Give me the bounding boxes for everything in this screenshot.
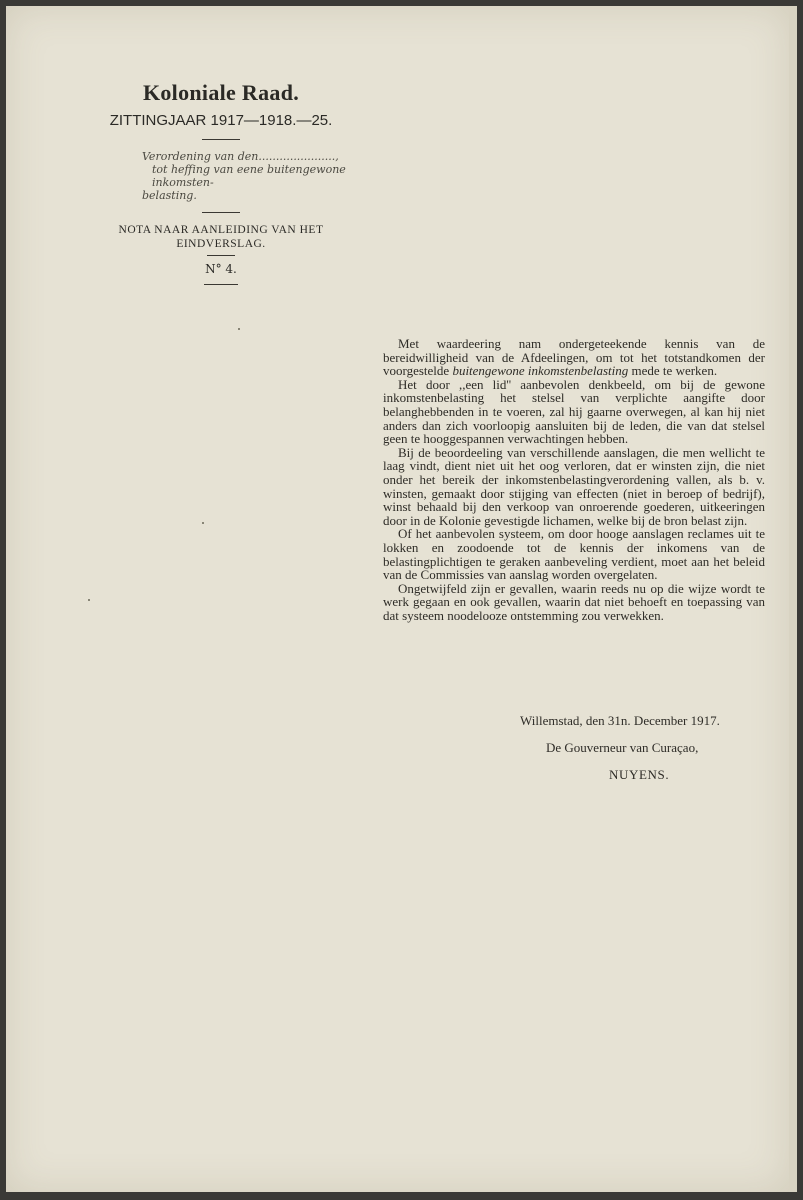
signatory-name: NUYENS. [609,767,670,782]
paper-speck [238,328,240,330]
council-title: Koloniale Raad. [142,80,300,105]
paper-speck [202,522,204,524]
paragraph: Of het aanbevolen systeem, om door hooge aanslagen reclames uit te lokken en zoodoende tot de kennis der inkomens van de belastingplichtigen te geraken aanbeveling verdient, moet aan het beleid van de Commissies van aanslag worden overgelaten. [383,526,765,583]
nota-line: NOTA NAAR AANLEIDING VAN HET [118,224,324,236]
document-header [76,80,366,295]
session-year: ZITTINGJAAR 1917—1918.—25. [109,112,333,129]
paragraph: Het door ,,een lid'' aanbevolen denkbeeld, om bij de gewone inkomstenbelasting het stelsel van verplichte aangifte door belanghebbenden in te voeren, zal hij gaarne overwegen, al kan hij niet anders dan zich voorloopig aansluiten bij de leden, die van dat stelsel geen te hooggespannen verwachtingen hebben. [383,376,765,447]
subject-line: belasting. [142,189,197,202]
paragraph: Ongetwijfeld zijn er gevallen, waarin reeds nu op die wijze wordt te werk gegaan en ook gevallen, waarin dat niet behoeft en toepassing van dat systeem noodelooze ontstemming zou verwekken. [383,580,765,623]
paragraph-text: Met waardeering nam ondergeteekende kennis van de bereidwilligheid van de Afdeelingen, om tot het totstandkomen der voorgestelde [383,336,765,379]
paper-speck [88,599,90,601]
ordinance-subject [142,150,366,202]
nota-heading [76,223,366,251]
paragraph: Bij de beoordeeling van verschillende aanslagen, die men wellicht te laag vindt, dient niet uit het oog verloren, dat er winsten zijn, die niet onder het bereik der inkomstenbelastingverordening vallen, als b. v. winsten, gemaakt door stijging van effecten (niet in beroep of bedrijf), winst behaald bij den verkoop van onroerende goederen, uitkeeringen door in de Kolonie gevestigde lichamen, welke bij de bron belast zijn. [383,444,765,528]
document-number: N° 4. [205,262,237,276]
divider [207,255,235,256]
signatory-role: De Gouverneur van Curaçao, [546,740,699,755]
paragraph-text: mede te werken. [628,363,718,379]
divider [202,212,240,213]
divider [204,284,238,285]
subject-line: tot heffing van eene buitengewone inkomsten- [152,163,346,189]
nota-body [383,337,765,622]
nota-line: EINDVERSLAG. [176,238,266,250]
place-date: Willemstad, den 31n. December 1917. [520,713,720,728]
page-edge [789,6,797,1192]
paragraph-emphasis: buitengewone inkomstenbelasting [452,363,629,379]
divider [202,139,240,140]
subject-line: Verordening van den......................, [142,150,339,163]
paragraph [383,337,765,378]
